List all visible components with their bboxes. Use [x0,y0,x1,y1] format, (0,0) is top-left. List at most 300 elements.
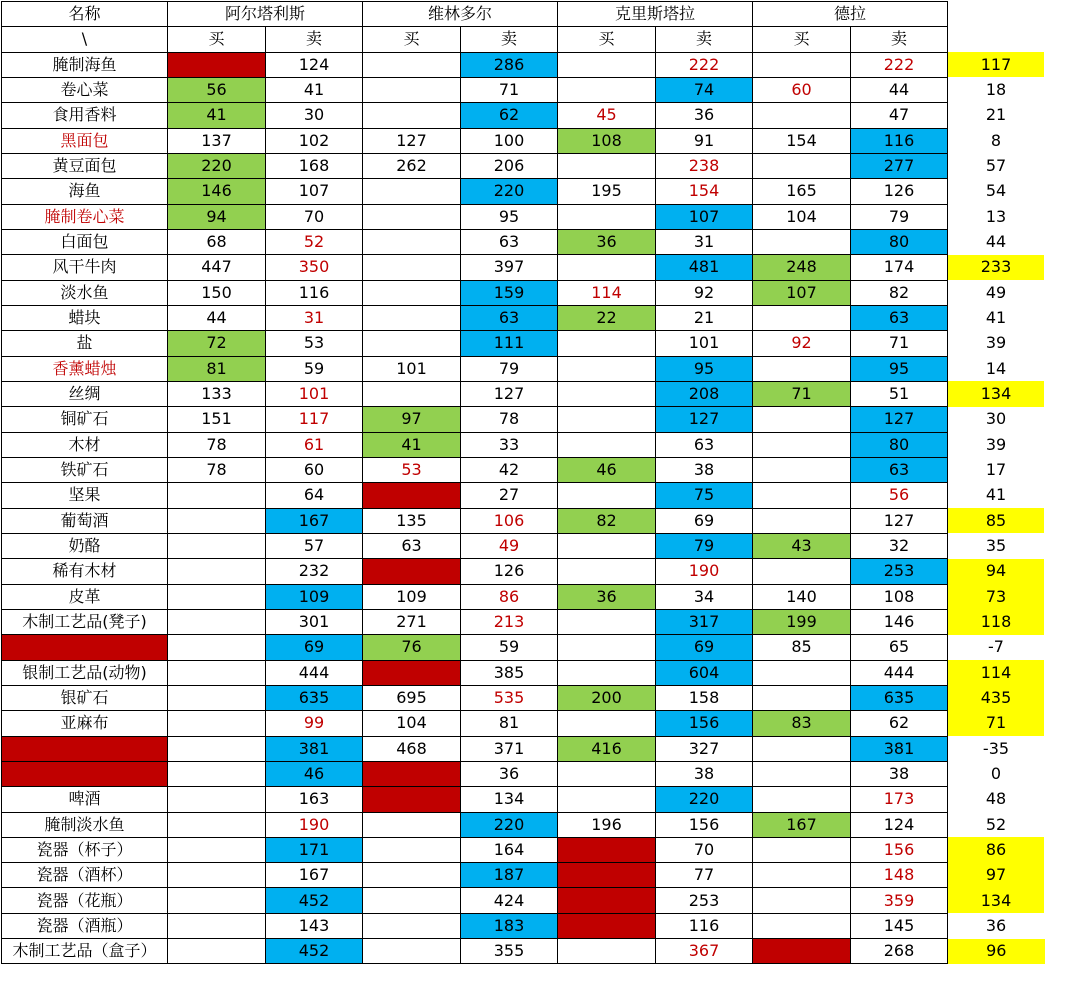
profit-cell: 0 [990,764,1002,783]
item-name-cell: 木材 [2,432,168,457]
item-name-cell: 腌制淡水鱼 [2,812,168,837]
item-name-cell: 皮革 [2,584,168,609]
table-row [2,685,1045,710]
table-row [2,331,1045,356]
price-cell-dela-buy [753,787,851,812]
price-cell-kristala-sell: 208 [656,381,753,406]
price-cell-dela-buy [753,356,851,381]
price-cell-dela-sell: 82 [851,280,948,305]
profit-cell: 117 [948,52,1045,77]
price-cell-kristala-buy [558,787,656,812]
table-row [2,939,1045,964]
header-buy-label: 买 [558,27,656,52]
price-cell-kristala-sell: 127 [656,407,753,432]
price-cell-altaris-buy [168,913,266,938]
price-cell-velindor-buy: 41 [363,432,461,457]
price-cell-kristala-buy [558,255,656,280]
price-cell-velindor-buy: 159 [363,559,461,584]
price-cell-dela-sell: 108 [851,584,948,609]
price-cell-velindor-sell: 183 [461,913,558,938]
price-cell-velindor-sell: 59 [461,635,558,660]
item-name-cell: 稀有木材 [2,559,168,584]
price-cell-velindor-sell: 220 [461,179,558,204]
price-cell-altaris-buy: 133 [168,381,266,406]
price-cell-velindor-sell: 164 [461,837,558,862]
price-cell-kristala-buy [558,635,656,660]
price-cell-dela-sell: 148 [851,863,948,888]
price-cell-altaris-buy [168,888,266,913]
item-name-cell: 蜡块 [2,305,168,330]
item-name-cell: 丝绸 [2,381,168,406]
price-cell-altaris-buy: 68 [168,229,266,254]
price-cell-dela-sell: 44 [851,77,948,102]
price-cell-altaris-buy: 151 [168,407,266,432]
price-cell-altaris-sell: 117 [266,407,363,432]
item-name-cell: 腌制卷心菜 [2,204,168,229]
price-cell-altaris-sell: 52 [266,229,363,254]
profit-cell: 85 [948,508,1045,533]
price-cell-velindor-buy [363,179,461,204]
price-cell-kristala-buy: 416 [558,736,656,761]
price-cell-altaris-sell: 116 [266,280,363,305]
price-cell-kristala-sell: 91 [656,128,753,153]
item-name-cell: 铁矿石 [2,457,168,482]
price-cell-kristala-sell: 79 [656,533,753,558]
price-cell-kristala-sell: 77 [656,863,753,888]
table-row [2,381,1045,406]
price-cell-kristala-buy [558,407,656,432]
table-row [2,711,1045,736]
price-cell-altaris-buy [168,660,266,685]
price-cell-altaris-sell: 70 [266,204,363,229]
profit-cell: 94 [948,559,1045,584]
price-cell-kristala-buy [558,52,656,77]
price-cell-dela-sell: 359 [851,888,948,913]
price-cell-kristala-buy: 45 [558,103,656,128]
price-cell-altaris-sell: 301 [266,609,363,634]
price-cell-altaris-buy [168,533,266,558]
price-cell-dela-sell: 38 [851,761,948,786]
price-cell-dela-buy: 92 [753,331,851,356]
profit-cell: 57 [985,156,1007,176]
profit-cell: 36 [985,915,1007,935]
price-cell-altaris-buy [168,863,266,888]
item-name-cell: 葡萄酒 [2,508,168,533]
price-cell-kristala-buy [558,483,656,508]
price-cell-kristala-sell: 156 [656,812,753,837]
price-cell-dela-sell: 145 [851,913,948,938]
price-cell-kristala-buy: 36 [558,584,656,609]
price-cell-dela-buy [753,483,851,508]
profit-cell: 39 [985,434,1007,454]
price-cell-kristala-sell: 116 [656,913,753,938]
price-cell-altaris-buy [168,635,266,660]
price-cell-kristala-buy: 46 [558,457,656,482]
price-cell-velindor-sell: 100 [461,128,558,153]
item-name-cell: 瓷器（酒杯） [2,863,168,888]
table-row [2,736,1045,761]
price-cell-velindor-buy: 262 [363,153,461,178]
price-cell-altaris-buy: 56 [168,77,266,102]
price-cell-dela-buy [753,685,851,710]
price-cell-altaris-sell: 163 [266,787,363,812]
price-cell-altaris-buy [168,812,266,837]
price-cell-altaris-buy: 447 [168,255,266,280]
price-cell-altaris-sell: 109 [266,584,363,609]
item-name-cell: 木制工艺品(凳子) [2,609,168,634]
price-cell-kristala-sell: 69 [656,635,753,660]
price-cell-velindor-sell: 111 [461,331,558,356]
price-cell-kristala-sell: 367 [656,939,753,964]
price-cell-velindor-buy: 490 [363,660,461,685]
price-cell-velindor-buy: 695 [363,685,461,710]
price-cell-dela-buy: 107 [753,280,851,305]
profit-cell: 18 [985,80,1007,100]
table-row [2,305,1045,330]
table-row [2,128,1045,153]
table-row [2,533,1045,558]
price-cell-velindor-buy [363,812,461,837]
price-cell-kristala-buy [558,533,656,558]
price-cell-dela-sell: 32 [851,533,948,558]
price-cell-altaris-buy: 78 [168,432,266,457]
price-cell-velindor-buy: 135 [363,508,461,533]
price-cell-velindor-sell: 206 [461,153,558,178]
price-cell-altaris-buy: 72 [168,331,266,356]
item-name-cell: 黄豆面包 [2,153,168,178]
price-cell-altaris-buy: 137 [168,128,266,153]
table-row [2,432,1045,457]
price-cell-altaris-sell: 124 [266,52,363,77]
price-cell-dela-sell: 95 [851,356,948,381]
price-cell-dela-sell: 124 [851,812,948,837]
price-cell-kristala-sell: 220 [656,787,753,812]
price-cell-kristala-buy [558,331,656,356]
price-cell-altaris-sell: 46 [266,761,363,786]
price-cell-dela-buy [753,508,851,533]
price-cell-dela-sell: 80 [851,432,948,457]
price-cell-altaris-sell: 30 [266,103,363,128]
price-cell-velindor-buy: 101 [363,356,461,381]
table-row [2,407,1045,432]
price-cell-altaris-sell: 99 [266,711,363,736]
price-cell-dela-buy [753,52,851,77]
table-row [2,255,1045,280]
price-cell-kristala-sell: 63 [656,432,753,457]
price-cell-dela-buy [753,863,851,888]
price-cell-kristala-buy [558,559,656,584]
price-cell-velindor-sell: 286 [461,52,558,77]
price-cell-altaris-buy: 41 [168,103,266,128]
price-cell-kristala-sell: 31 [656,229,753,254]
profit-cell: 118 [948,609,1045,634]
profit-cell: 54 [985,181,1007,201]
header-buy-label: 买 [753,27,851,52]
table-row [2,888,1045,913]
price-cell-dela-sell: 127 [851,407,948,432]
price-cell-velindor-sell: 535 [461,685,558,710]
price-cell-altaris-sell: 232 [266,559,363,584]
price-cell-dela-sell: 51 [851,381,948,406]
profit-cell: 48 [985,789,1007,809]
price-cell-velindor-buy [363,103,461,128]
item-name-cell: 食用香料 [2,103,168,128]
price-cell-kristala-sell: 156 [656,711,753,736]
item-name-cell: 银制工艺品(动物) [2,660,168,685]
price-cell-altaris-sell: 444 [266,660,363,685]
price-cell-dela-buy: 154 [753,128,851,153]
price-cell-velindor-buy: 109 [363,584,461,609]
price-cell-dela-buy [753,837,851,862]
price-cell-altaris-buy: 44 [168,305,266,330]
item-name-cell: 瓷器（酒瓶） [2,913,168,938]
price-cell-kristala-buy: 82 [558,508,656,533]
profit-cell: 30 [985,409,1007,429]
item-name-cell: 瓷器（花瓶） [2,888,168,913]
header-sell-label: 卖 [461,27,558,52]
price-cell-kristala-buy [558,939,656,964]
price-cell-kristala-sell: 253 [656,888,753,913]
price-cell-altaris-buy [168,939,266,964]
price-cell-dela-sell: 381 [851,736,948,761]
price-cell-kristala-buy: 108 [558,128,656,153]
price-cell-dela-buy [753,660,851,685]
price-cell-dela-sell: 635 [851,685,948,710]
price-cell-velindor-sell: 71 [461,77,558,102]
table-row [2,52,1045,77]
table-row [2,457,1045,482]
price-cell-velindor-sell: 127 [461,381,558,406]
price-cell-kristala-sell: 317 [656,609,753,634]
price-cell-dela-sell: 79 [851,204,948,229]
price-cell-velindor-sell: 78 [461,407,558,432]
price-cell-velindor-buy [363,913,461,938]
table-row [2,483,1045,508]
item-name-cell: 黑面包 [2,128,168,153]
profit-cell: 35 [985,536,1007,556]
header-blank [948,2,1045,27]
price-cell-dela-buy: 104 [753,204,851,229]
table-row [2,584,1045,609]
price-cell-velindor-sell: 49 [461,533,558,558]
price-cell-dela-buy [753,457,851,482]
price-cell-kristala-sell: 222 [656,52,753,77]
item-name-cell: 啤酒 [2,787,168,812]
price-cell-altaris-sell: 168 [266,153,363,178]
price-cell-kristala-buy [558,77,656,102]
price-cell-dela-buy: 248 [753,255,851,280]
price-cell-kristala-buy: 90 [558,863,656,888]
price-cell-kristala-sell: 107 [656,204,753,229]
price-cell-kristala-buy [558,356,656,381]
price-cell-velindor-sell: 27 [461,483,558,508]
price-cell-altaris-sell: 143 [266,913,363,938]
profit-cell: 73 [948,584,1045,609]
price-cell-dela-sell: 65 [851,635,948,660]
price-cell-dela-buy: 165 [753,179,851,204]
item-name-cell: 风干牛肉 [2,255,168,280]
price-cell-altaris-sell: 61 [266,432,363,457]
price-cell-dela-buy: 60 [753,77,851,102]
price-cell-kristala-sell: 36 [656,103,753,128]
price-cell-altaris-sell: 635 [266,685,363,710]
price-cell-altaris-sell: 31 [266,305,363,330]
price-cell-kristala-buy [558,204,656,229]
profit-cell: 134 [948,888,1045,913]
price-cell-kristala-sell: 38 [656,761,753,786]
price-cell-velindor-sell: 81 [461,711,558,736]
item-name-cell: 香薰蜡烛 [2,356,168,381]
price-cell-kristala-sell: 92 [656,280,753,305]
header-buy-label: 买 [363,27,461,52]
trade-price-table [1,1,1045,964]
profit-cell: 39 [985,333,1007,353]
price-cell-altaris-sell: 53 [266,331,363,356]
price-cell-kristala-buy [558,711,656,736]
table-row [2,559,1045,584]
price-cell-kristala-sell: 70 [656,837,753,862]
price-cell-kristala-sell: 95 [656,356,753,381]
price-cell-velindor-buy: 172 [363,787,461,812]
header-sub-first: \ [2,27,168,52]
price-cell-kristala-sell: 154 [656,179,753,204]
price-cell-altaris-buy [168,559,266,584]
price-cell-dela-buy [753,432,851,457]
price-cell-altaris-buy: 81 [168,356,266,381]
price-cell-velindor-sell: 187 [461,863,558,888]
price-cell-velindor-buy [363,229,461,254]
header-sell-label: 卖 [656,27,753,52]
price-cell-altaris-sell: 59 [266,356,363,381]
table-row [2,204,1045,229]
price-cell-altaris-sell: 64 [266,483,363,508]
price-cell-dela-sell: 173 [851,787,948,812]
price-cell-kristala-buy [558,761,656,786]
price-cell-kristala-buy [558,660,656,685]
price-cell-velindor-sell: 213 [461,609,558,634]
price-cell-kristala-sell: 75 [656,483,753,508]
item-name-cell: 盐 [2,331,168,356]
price-cell-velindor-sell: 220 [461,812,558,837]
price-cell-velindor-sell: 63 [461,305,558,330]
price-cell-dela-sell: 62 [851,711,948,736]
item-name-cell: 苹果 [2,761,168,786]
price-cell-kristala-sell: 604 [656,660,753,685]
price-cell-dela-buy [753,229,851,254]
price-cell-velindor-sell: 42 [461,457,558,482]
price-cell-dela-sell: 116 [851,128,948,153]
profit-cell: 71 [948,711,1045,736]
header-city-kristala: 克里斯塔拉 [558,2,753,27]
price-cell-altaris-buy [168,787,266,812]
table-row [2,153,1045,178]
profit-cell: 435 [948,685,1045,710]
price-cell-dela-sell: 277 [851,153,948,178]
price-cell-dela-buy [753,761,851,786]
table-row [2,863,1045,888]
price-cell-velindor-buy [363,52,461,77]
price-cell-velindor-buy: 63 [363,533,461,558]
profit-cell: 44 [985,232,1007,252]
price-cell-velindor-buy [363,381,461,406]
price-cell-dela-buy [753,153,851,178]
price-cell-velindor-buy [363,77,461,102]
price-cell-dela-sell: 126 [851,179,948,204]
header-row-buy-sell [2,27,1045,52]
price-cell-kristala-sell: 158 [656,685,753,710]
price-cell-velindor-sell: 95 [461,204,558,229]
header-city-velindor: 维林多尔 [363,2,558,27]
profit-cell: 114 [948,660,1045,685]
item-name-cell: 亚麻布 [2,711,168,736]
price-cell-kristala-sell: 101 [656,331,753,356]
price-cell-velindor-buy: 468 [363,736,461,761]
price-cell-dela-buy: 71 [753,381,851,406]
price-cell-dela-buy: 85 [753,635,851,660]
price-cell-altaris-buy [168,609,266,634]
table-row [2,913,1045,938]
price-cell-dela-buy: 83 [753,711,851,736]
price-cell-altaris-buy [168,685,266,710]
price-cell-kristala-buy: 85 [558,837,656,862]
price-cell-dela-sell: 253 [851,559,948,584]
price-cell-altaris-sell: 381 [266,736,363,761]
price-cell-velindor-buy: 76 [363,635,461,660]
price-cell-kristala-sell: 21 [656,305,753,330]
price-cell-dela-buy [753,736,851,761]
price-cell-velindor-buy: 104 [363,711,461,736]
price-cell-dela-buy [753,888,851,913]
price-cell-kristala-sell: 327 [656,736,753,761]
price-cell-altaris-buy: 220 [168,153,266,178]
profit-cell: 8 [990,130,1002,150]
price-cell-velindor-buy: 46 [363,761,461,786]
price-cell-kristala-buy [558,432,656,457]
price-cell-velindor-sell: 355 [461,939,558,964]
price-cell-kristala-sell: 238 [656,153,753,178]
table-row [2,179,1045,204]
price-cell-velindor-buy [363,888,461,913]
profit-cell: 41 [985,485,1007,505]
price-cell-kristala-buy: 22 [558,305,656,330]
table-row [2,787,1045,812]
price-cell-velindor-sell: 126 [461,559,558,584]
item-name-cell: 海鱼 [2,179,168,204]
price-cell-dela-sell: 47 [851,103,948,128]
price-cell-altaris-buy [168,736,266,761]
price-cell-altaris-sell: 101 [266,381,363,406]
price-cell-velindor-sell: 86 [461,584,558,609]
item-name-cell: 木制工艺品（盒子） [2,939,168,964]
table-row [2,356,1045,381]
price-cell-kristala-sell: 69 [656,508,753,533]
price-cell-altaris-buy [168,711,266,736]
price-cell-dela-sell: 174 [851,255,948,280]
price-cell-kristala-buy: 200 [558,685,656,710]
price-cell-dela-buy: 199 [753,609,851,634]
price-cell-altaris-buy [168,483,266,508]
price-cell-dela-sell: 63 [851,457,948,482]
price-cell-dela-buy [753,913,851,938]
price-cell-altaris-sell: 41 [266,77,363,102]
item-name-cell: 卷心菜 [2,77,168,102]
price-cell-kristala-buy [558,381,656,406]
price-cell-dela-buy: 43 [753,533,851,558]
table-row [2,229,1045,254]
profit-cell: 49 [985,282,1007,302]
price-cell-velindor-sell: 397 [461,255,558,280]
price-cell-altaris-buy: 94 [168,204,266,229]
